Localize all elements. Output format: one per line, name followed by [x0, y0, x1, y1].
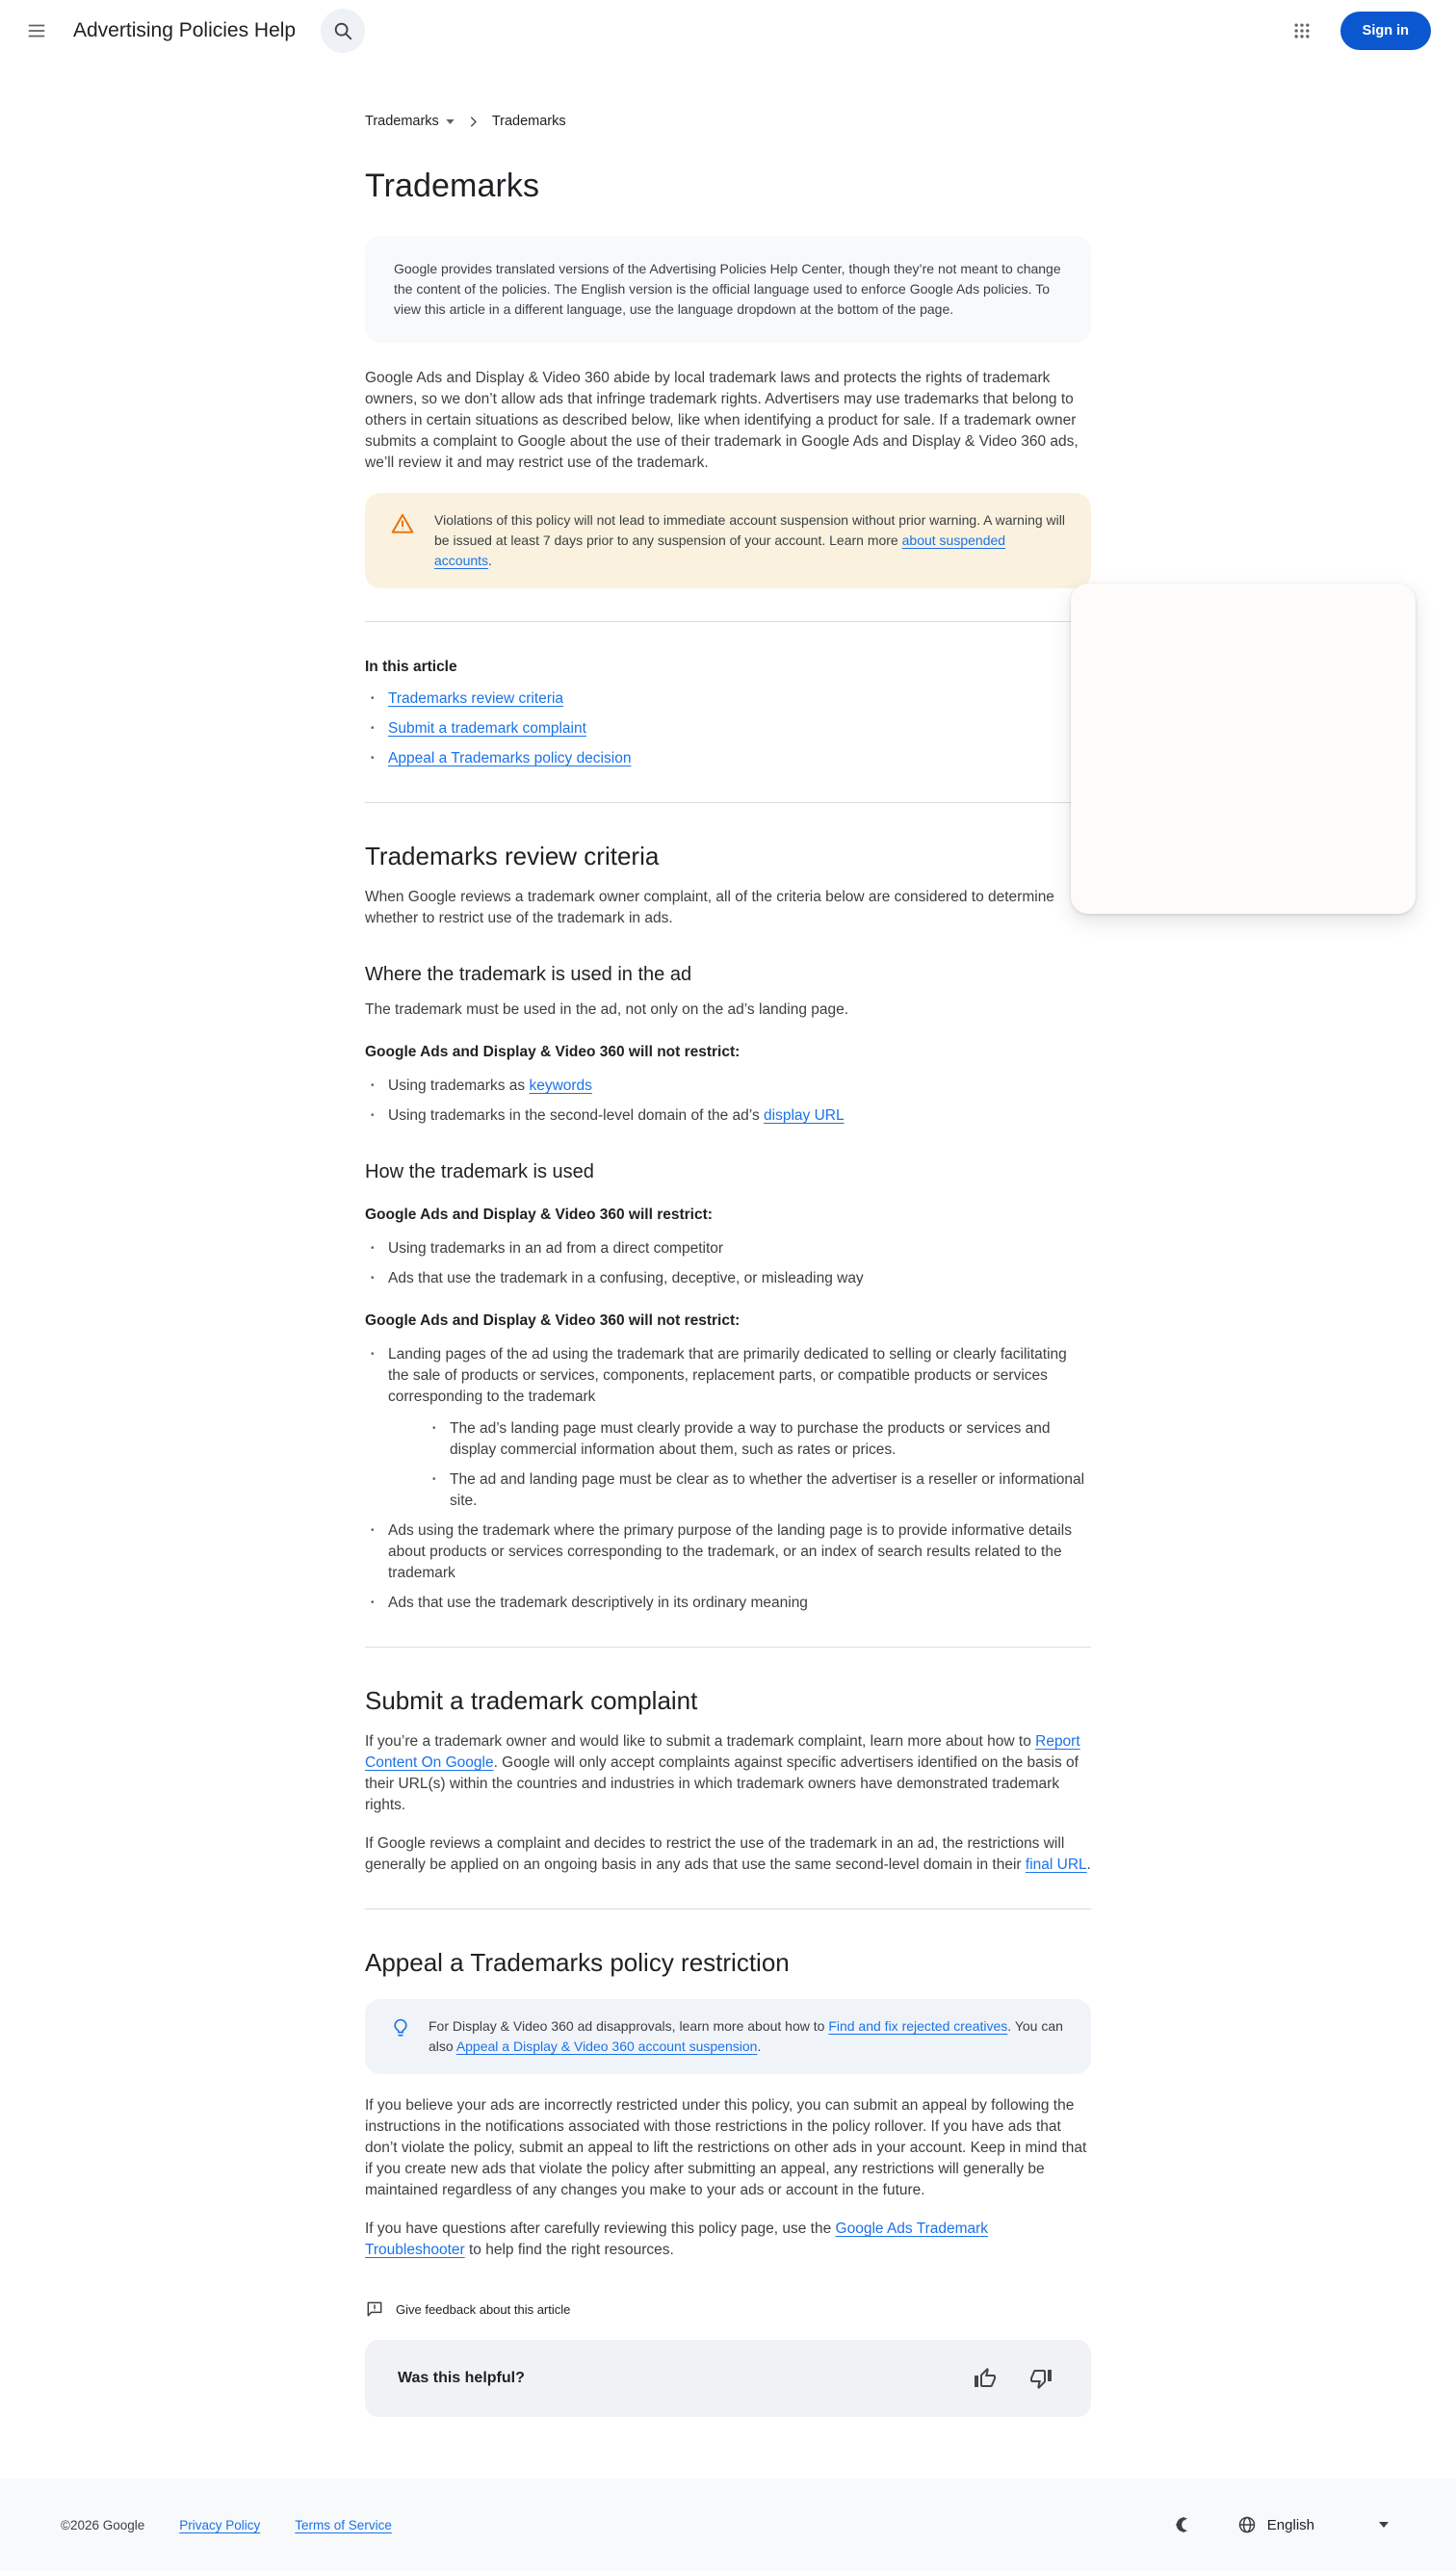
submit-complaint-heading: Submit a trademark complaint — [365, 1686, 698, 1715]
toc-link-submit-complaint[interactable]: Submit a trademark complaint — [388, 720, 586, 737]
in-this-article — [365, 659, 1091, 769]
copyright-text: ©2026 Google — [61, 2517, 145, 2532]
suspended-accounts-link[interactable]: about suspended accounts — [434, 532, 1006, 568]
section-divider — [365, 1647, 1091, 1648]
toc-item — [365, 748, 1091, 769]
breadcrumb-label: Trademarks — [365, 114, 439, 129]
article-content — [365, 62, 1091, 2417]
bullet-text: Using trademarks as — [388, 1078, 530, 1094]
floating-side-panel — [1071, 584, 1416, 914]
thumbs-down-button[interactable] — [1024, 2361, 1058, 2396]
will-restrict-label: Google Ads and Display & Video 360 will restrict: — [365, 1207, 713, 1223]
translation-notice-text: Google provides translated versions of the Advertising Policies Help Center, though they’re not meant to change the content of the policies. The English version is the official language used to enforce Google Ads policies. To view this article in a different language, use the language dropdown at the bottom of the page. — [394, 261, 1061, 317]
breadcrumb-item-trademarks[interactable] — [365, 114, 455, 129]
nested-list — [427, 1418, 1091, 1512]
privacy-policy-link[interactable]: Privacy Policy — [179, 2517, 261, 2532]
list-item: • The ad and landing page must be clear as to whether the advertiser is a reseller or informational site. — [427, 1469, 1091, 1512]
toc-link-review-criteria[interactable]: Trademarks review criteria — [388, 690, 564, 707]
tip-text-segment: For Display & Video 360 ad disapprovals, learn more about how to — [429, 2018, 829, 2034]
breadcrumb-item-current: Trademarks — [491, 114, 566, 129]
breadcrumb — [365, 114, 1091, 129]
caret-down-icon — [1379, 2522, 1389, 2528]
how-trademark-heading: How the trademark is used — [365, 1161, 594, 1182]
list-item — [365, 1105, 1091, 1127]
toc-link-appeal-decision[interactable]: Appeal a Trademarks policy decision — [388, 750, 632, 766]
list-item: • The ad’s landing page must clearly provide a way to purchase the products or services and display commercial information about them, such as rates or prices. — [427, 1418, 1091, 1461]
helpful-question: Was this helpful? — [398, 2370, 525, 2386]
search-button[interactable] — [321, 9, 365, 53]
toc-title: In this article — [365, 659, 457, 675]
not-restrict-list-2 — [365, 1344, 1091, 1614]
not-restrict-list — [365, 1076, 1091, 1127]
paragraph-text: . Google will only accept complaints against specific advertisers identified on the basis of their URL(s) within the countries and industries in which trademark owners have demonstrated trademark rights. — [365, 1754, 1079, 1813]
apps-grid-icon — [1292, 21, 1312, 40]
menu-icon — [26, 20, 47, 41]
terms-of-service-link[interactable]: Terms of Service — [295, 2517, 392, 2532]
thumb-down-icon — [1029, 2367, 1053, 2390]
list-item: • Ads that use the trademark in a confusing, deceptive, or misleading way — [365, 1268, 1091, 1289]
tip-text — [429, 2016, 1066, 2057]
list-item: • Ads using the trademark where the primary purpose of the landing page is to provide informative details about products or services corresponding to the trademark, or an index of search results related to the trademark — [365, 1520, 1091, 1584]
appeal-heading: Appeal a Trademarks policy restriction — [365, 1948, 790, 1977]
paragraph-text: to help find the right resources. — [464, 2242, 674, 2258]
caret-down-icon — [446, 119, 455, 124]
where-trademark-body: The trademark must be used in the ad, not only on the ad’s landing page. — [365, 1001, 849, 1018]
language-selector[interactable] — [1237, 2515, 1389, 2534]
footer-links — [61, 2518, 392, 2532]
menu-button[interactable] — [13, 8, 60, 54]
bullet-text: Landing pages of the ad using the trademark that are primarily dedicated to selling or clearly facilitating the sale of products or services, components, replacement parts, or compatible products or services corresponding to the trademark — [388, 1346, 1067, 1405]
toc-list — [365, 688, 1091, 769]
article-intro: Google Ads and Display & Video 360 abide by local trademark laws and protects the rights of trademark owners, so we don’t allow ads that infringe trademark rights. Advertisers may use trademarks that belong to others in certain situations as described below, like when identifying a product for sale. If a trademark owner submits a complaint to Google about the use of their trademark in Google Ads and Display & Video 360 ads, we’ll review it and may restrict use of the trademark. — [365, 370, 1079, 471]
paragraph-text: . — [1086, 1857, 1091, 1873]
footer — [0, 2479, 1456, 2571]
translation-notice-panel — [365, 236, 1091, 343]
will-not-restrict-label-2: Google Ads and Display & Video 360 will not restrict: — [365, 1312, 741, 1329]
tip-text-segment: . You can also — [429, 2018, 1063, 2054]
list-item — [365, 1076, 1091, 1097]
keywords-link[interactable]: keywords — [529, 1078, 592, 1094]
warning-icon — [390, 510, 415, 571]
rejected-creatives-link[interactable]: Find and fix rejected creatives — [828, 2018, 1008, 2034]
toc-item — [365, 688, 1091, 710]
give-feedback-label: Give feedback about this article — [396, 2301, 571, 2317]
helpful-box — [365, 2340, 1091, 2417]
section-divider — [365, 621, 1091, 622]
paragraph-text: If you have questions after carefully reviewing this policy page, use the — [365, 2220, 836, 2237]
paragraph-text: If you’re a trademark owner and would like to submit a trademark complaint, learn more about how to — [365, 1733, 1036, 1750]
appeal-p2 — [365, 2219, 1091, 2261]
submit-complaint-p2 — [365, 1833, 1091, 1876]
review-criteria-intro: When Google reviews a trademark owner complaint, all of the criteria below are considered to determine whether to restrict use of the trademark in ads. — [365, 889, 1054, 926]
sign-in-button[interactable]: Sign in — [1340, 12, 1431, 50]
list-item — [365, 1344, 1091, 1512]
toc-item — [365, 718, 1091, 740]
google-apps-button[interactable] — [1279, 8, 1325, 54]
warning-panel — [365, 493, 1091, 588]
footer-controls — [1170, 2510, 1389, 2539]
feedback-icon — [365, 2299, 384, 2319]
page-title: Trademarks — [365, 168, 540, 204]
list-item: • Using trademarks in an ad from a direct competitor — [365, 1238, 1091, 1260]
list-item: • Ads that use the trademark descriptively in its ordinary meaning — [365, 1593, 1091, 1614]
review-criteria-heading: Trademarks review criteria — [365, 842, 660, 870]
trademark-troubleshooter-link[interactable]: Google Ads Trademark Troubleshooter — [365, 2220, 989, 2258]
tip-panel — [365, 1999, 1091, 2074]
will-not-restrict-label: Google Ads and Display & Video 360 will not restrict: — [365, 1044, 741, 1060]
warning-text-before: Violations of this policy will not lead to immediate account suspension without prior warning. A warning will be issued at least 7 days prior to any suspension of your account. Learn more — [434, 512, 1065, 548]
final-url-link[interactable]: final URL — [1025, 1857, 1087, 1873]
warning-text — [434, 510, 1066, 571]
lightbulb-icon — [390, 2016, 411, 2057]
report-content-link[interactable]: Report Content On Google — [365, 1733, 1080, 1771]
top-bar — [0, 0, 1456, 62]
restrict-list — [365, 1238, 1091, 1289]
app-title: Advertising Policies Help — [73, 19, 297, 41]
display-url-link[interactable]: display URL — [764, 1107, 845, 1124]
give-feedback-button[interactable] — [365, 2299, 570, 2319]
warning-text-after: . — [488, 553, 492, 568]
dark-mode-toggle[interactable] — [1170, 2510, 1199, 2539]
paragraph-text: If Google reviews a complaint and decides to restrict the use of the trademark in an ad, the restrictions will generally be applied on an ongoing basis in any ads that use the same second-level domain in their — [365, 1835, 1065, 1873]
submit-complaint-p1 — [365, 1731, 1091, 1816]
tip-text-segment: . — [757, 2039, 762, 2054]
appeal-p1: If you believe your ads are incorrectly restricted under this policy, you can submit an appeal by following the instructions in the notifications associated with those restrictions in the policy rollover. If you have ads that don’t violate the policy, submit an appeal to lift the restrictions on other ads in your account. Keep in mind that if you create new ads that violate the policy after submitting an appeal, any restrictions will generally be maintained regardless of any changes you make to your ads or account in the future. — [365, 2097, 1087, 2198]
globe-icon — [1237, 2515, 1257, 2534]
dark-mode-icon — [1174, 2514, 1195, 2535]
bullet-text: Using trademarks in the second-level domain of the ad’s — [388, 1107, 765, 1124]
dv360-suspension-link[interactable]: Appeal a Display & Video 360 account suspension — [455, 2039, 758, 2054]
chevron-right-icon — [466, 115, 481, 129]
thumb-up-icon — [974, 2367, 997, 2390]
thumbs-up-button[interactable] — [968, 2361, 1002, 2396]
section-divider — [365, 802, 1091, 803]
language-value: English — [1266, 2516, 1314, 2533]
where-trademark-heading: Where the trademark is used in the ad — [365, 964, 692, 985]
search-icon — [332, 20, 353, 41]
